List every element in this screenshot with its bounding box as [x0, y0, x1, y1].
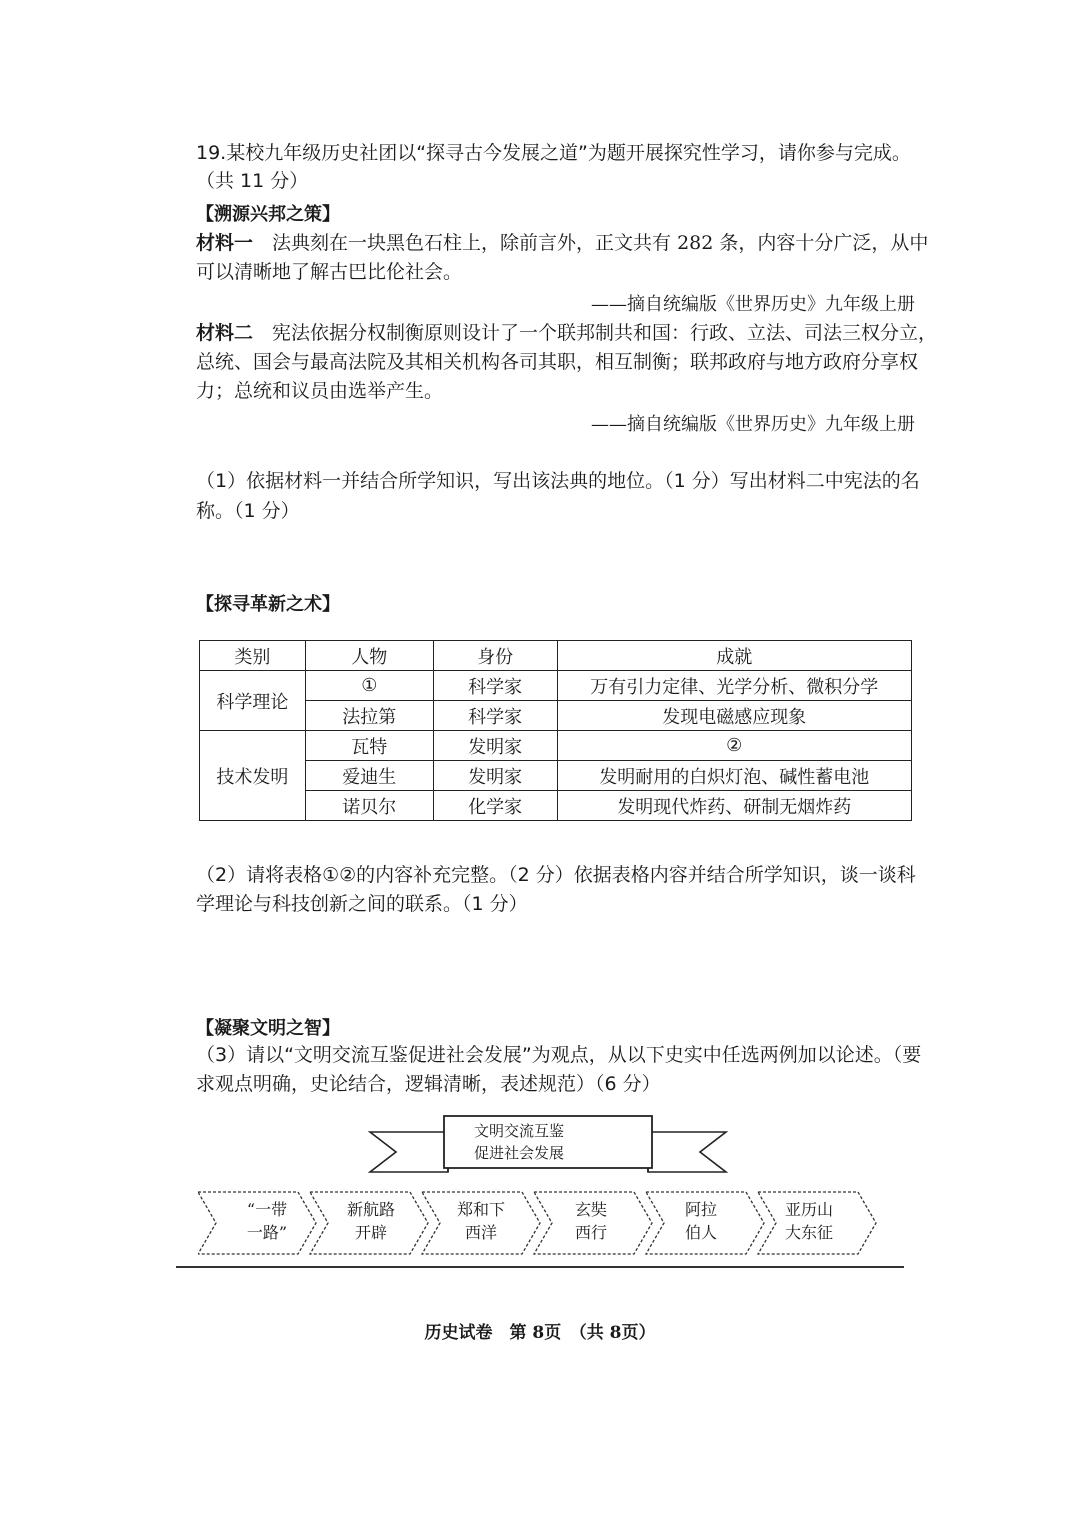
material-two-source: ——摘自统编版《世界历史》九年级上册 [591, 414, 915, 435]
material-one-text: 法典刻在一块黑色石柱上，除前言外，正文共有 282 条，内容十分广泛，从中 [272, 232, 929, 254]
event-label-line: 开辟 [354, 1223, 387, 1242]
banner-line2: 促进社会发展 [473, 1144, 564, 1162]
event-belt-and-road [222, 1198, 312, 1244]
banner-line1: 文明交流互鉴 [473, 1122, 564, 1140]
event-new-sea-route [326, 1198, 416, 1244]
table-cell: 发明耐用的白炽灯泡、碱性蓄电池 [557, 761, 912, 791]
page-footer: 历史试卷 第 8页 （共 8页） [424, 1323, 656, 1343]
table-header: 类别 [200, 641, 306, 671]
section-tag-innovation: 【探寻革新之术】 [196, 594, 340, 615]
table-cell: 瓦特 [305, 731, 433, 761]
table-cell: 爱迪生 [305, 761, 433, 791]
section-tag-origins: 【溯源兴邦之策】 [196, 204, 340, 225]
table-row [200, 701, 912, 731]
question-2-line2: 学理论与科技创新之间的联系。（1 分） [196, 893, 528, 915]
section-tag-civilization: 【凝聚文明之智】 [196, 1018, 340, 1039]
event-label-line: 郑和下 [456, 1200, 505, 1219]
material-two-line1 [196, 320, 937, 346]
table-cell: ② [557, 731, 912, 761]
table-row [200, 761, 912, 791]
material-one-source: ——摘自统编版《世界历史》九年级上册 [591, 294, 915, 315]
question-1-line1: （1）依据材料一并结合所学知识，写出该法典的地位。（1 分）写出材料二中宪法的名 [196, 470, 920, 492]
table-group-cell: 科学理论 [200, 671, 306, 731]
event-label-line: 亚历山 [784, 1200, 833, 1219]
table-cell: 科学家 [433, 671, 557, 701]
question-3-line1: （3）请以“文明交流互鉴促进社会发展”为观点，从以下史实中任选两例加以论述。（要 [196, 1044, 922, 1066]
table-row [200, 791, 912, 821]
event-label-line: 伯人 [684, 1223, 717, 1242]
question-title-line2: （共 11 分） [196, 170, 309, 192]
table-cell: 发现电磁感应现象 [557, 701, 912, 731]
table-cell: 发明现代炸药、研制无烟炸药 [557, 791, 912, 821]
table-row [200, 731, 912, 761]
material-two-line2: 总统、国会与最高法院及其相关机构各司其职，相互制衡；联邦政府与地方政府分享权 [196, 351, 919, 373]
table-cell: ① [305, 671, 433, 701]
event-arabs [656, 1198, 746, 1244]
question-2-line1: （2）请将表格①②的内容补充完整。（2 分）依据表格内容并结合所学知识，谈一谈科 [196, 864, 916, 886]
table-cell: 发明家 [433, 761, 557, 791]
table-cell: 科学家 [433, 701, 557, 731]
event-label-line: 西行 [574, 1223, 607, 1242]
material-two-text: 宪法依据分权制衡原则设计了一个联邦制共和国：行政、立法、司法三权分立， [272, 322, 938, 344]
event-zheng-he [436, 1198, 526, 1244]
table-row [200, 671, 912, 701]
event-label-line: 阿拉 [684, 1200, 717, 1219]
event-xuanzang [546, 1198, 636, 1244]
event-alexander [764, 1198, 854, 1244]
table-cell: 万有引力定律、光学分析、微积分学 [557, 671, 912, 701]
table-header: 身份 [433, 641, 557, 671]
table-cell: 诺贝尔 [305, 791, 433, 821]
material-two-line3: 力；总统和议员由选举产生。 [196, 380, 444, 402]
question-title-line1: 19.某校九年级历史社团以“探寻古今发展之道”为题开展探究性学习，请你参与完成。 [196, 142, 911, 164]
table-cell: 法拉第 [305, 701, 433, 731]
table-cell: 化学家 [433, 791, 557, 821]
material-one-line2: 可以清晰地了解古巴比伦社会。 [196, 261, 463, 283]
material-one-label: 材料一 [196, 232, 254, 254]
table-header-row [200, 641, 912, 671]
material-two-label: 材料二 [196, 322, 254, 344]
bottom-divider [176, 1266, 904, 1268]
table-header: 人物 [305, 641, 433, 671]
event-label-line: 一路” [246, 1223, 288, 1242]
question-1-line2: 称。（1 分） [196, 500, 300, 522]
table-cell: 发明家 [433, 731, 557, 761]
event-label-line: 新航路 [346, 1200, 395, 1219]
scientists-table [199, 640, 912, 821]
banner-text [444, 1120, 594, 1164]
material-one-line1 [196, 230, 928, 256]
event-label-line: “一带 [246, 1200, 288, 1219]
event-label-line: 大东征 [784, 1223, 833, 1242]
question-3-line2: 求观点明确，史论结合，逻辑清晰，表述规范）（6 分） [196, 1073, 661, 1095]
event-label-line: 西洋 [464, 1223, 497, 1242]
table-group-cell: 技术发明 [200, 731, 306, 821]
table-header: 成就 [557, 641, 912, 671]
event-label-line: 玄奘 [574, 1200, 607, 1219]
